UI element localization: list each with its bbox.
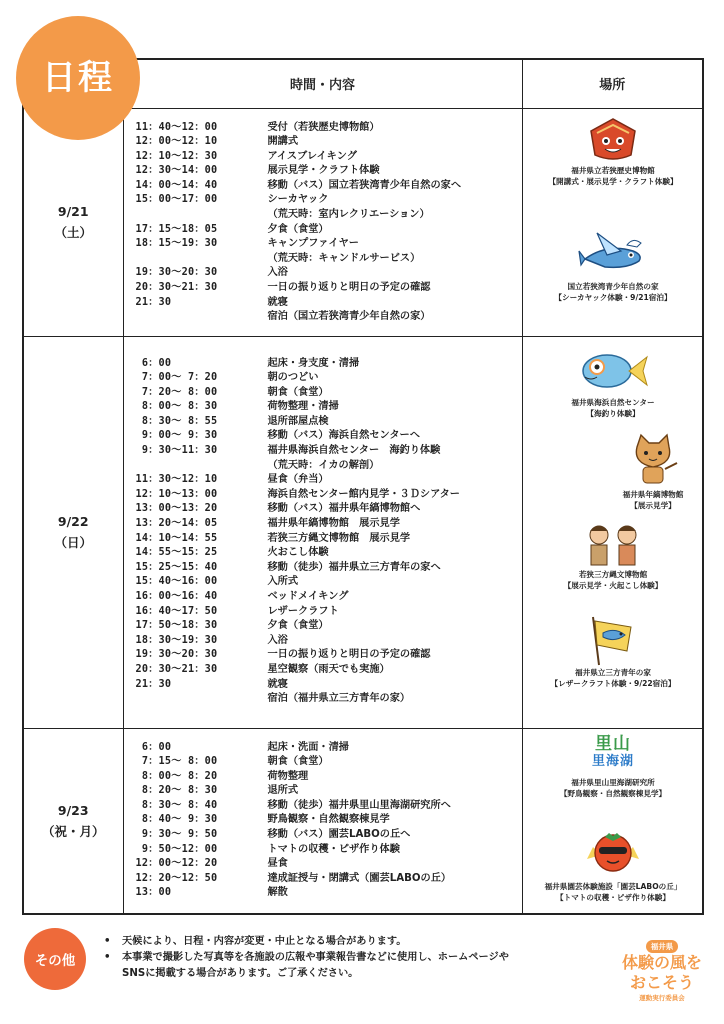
schedule-activity: 解散: [267, 887, 288, 899]
schedule-activity: 福井県海浜自然センター 海釣り体験: [267, 445, 441, 457]
schedule-activity: 朝のつどい: [267, 372, 319, 384]
schedule-time: [136, 310, 268, 325]
schedule-time: 12：00～12：20: [135, 858, 218, 870]
day-date: 9/22: [57, 514, 89, 529]
schedule-activity: 移動（バス）福井県年縞博物館へ: [267, 503, 421, 515]
schedule-time: 12：00～12：10: [135, 136, 218, 148]
schedule-row: [136, 886, 522, 901]
schedule-activity: 野鳥観察・自然観察棟見学: [267, 814, 390, 826]
schedule-list: [124, 729, 522, 902]
schedule-time: 8：00～ 8：20: [135, 770, 218, 782]
schedule-row: [136, 488, 522, 503]
fish-flag-icon: [581, 611, 645, 667]
schedule-list: [124, 337, 522, 707]
schedule-activity: レザークラフト: [267, 605, 339, 617]
schedule-row: [136, 590, 522, 605]
schedule-time: 11：30～12：10: [135, 474, 218, 486]
schedule-row: [136, 357, 522, 372]
other-label: その他: [34, 953, 76, 969]
schedule-row: [136, 755, 522, 770]
schedule-row: [136, 770, 522, 785]
schedule-activity: 就寝: [267, 678, 288, 690]
schedule-activity: トマトの収穫・ピザ作り体験: [267, 843, 400, 855]
schedule-time: 8：00～ 8：30: [135, 401, 218, 413]
place-name: 福井県海浜自然センター: [571, 397, 655, 407]
schedule-time: 13：00～13：20: [135, 503, 218, 515]
schedule-activity: 移動（バス）国立若狭湾青少年自然の家へ: [267, 179, 462, 191]
schedule-activity: 昼食（弁当）: [267, 474, 329, 486]
place-name: 福井県年縞博物館: [622, 489, 684, 499]
schedule-time: 18：30～19：30: [135, 634, 218, 646]
schedule-time: 14：55～15：25: [135, 547, 218, 559]
schedule-activity: 入浴: [267, 634, 288, 646]
schedule-activity: 朝食（食堂）: [267, 756, 329, 768]
day-items-cell: [123, 108, 522, 336]
day-date-cell: [23, 728, 123, 914]
schedule-activity: 朝食（食堂）: [267, 386, 329, 398]
schedule-time: 6：00: [135, 741, 172, 753]
schedule-row: [136, 546, 522, 561]
schedule-activity: 宿泊（福井県立三方青年の家）: [267, 693, 411, 705]
schedule-row: [136, 532, 522, 547]
schedule-time: 7：20～ 8：00: [135, 386, 218, 398]
schedule-row: [136, 266, 522, 281]
day-date: 9/21: [57, 204, 89, 219]
schedule-time: 11：40～12：00: [135, 121, 218, 133]
schedule-row: [136, 193, 522, 208]
schedule-time: 6：00: [135, 357, 172, 369]
place-item: [523, 611, 704, 689]
schedule-activity: 移動（バス）園芸LABOの丘へ: [267, 829, 411, 841]
place-item: [523, 115, 704, 187]
schedule-time: 18：15～19：30: [135, 238, 218, 250]
schedule-time: [136, 208, 268, 223]
schedule-row: [136, 371, 522, 386]
schedule-time: 20：30～21：30: [135, 282, 218, 294]
schedule-activity: 入所式: [267, 576, 299, 588]
schedule-time: 8：30～ 8：40: [135, 799, 218, 811]
schedule-row: [136, 386, 522, 401]
place-item: [523, 521, 704, 591]
schedule-time: 12：20～12：50: [135, 872, 218, 884]
note-text: SNSに掲載する場合があります。ご了承ください。: [122, 968, 359, 979]
schedule-activity: 展示見学・クラフト体験: [267, 165, 380, 177]
day-places-cell: [522, 108, 703, 336]
schedule-time: 14：00～14：40: [135, 179, 218, 191]
note-item: [104, 966, 604, 982]
schedule-activity: ベッドメイキング: [267, 591, 349, 602]
schedule-time: [136, 692, 268, 707]
schedule-activity: 入浴: [267, 267, 288, 279]
place-desc: 【海釣り体験】: [586, 408, 640, 418]
schedule-time: 7：15～ 8：00: [135, 756, 218, 768]
schedule-time: 15：25～15：40: [135, 561, 218, 573]
schedule-row: [136, 429, 522, 444]
place-desc: 【野鳥観察・自然観察棟見学】: [559, 788, 667, 798]
schedule-activity: 退所式: [267, 785, 299, 797]
schedule-activity: 就寝: [267, 296, 288, 308]
logo-line-1: 体験の風を: [621, 953, 702, 972]
note-text: 本事業で撮影した写真等を各施設の広報や事業報告書などに使用し、ホームページや: [122, 952, 509, 963]
schedule-activity: 若狭三方縄文博物館 展示見学: [267, 532, 411, 544]
schedule-time: [136, 252, 268, 267]
logo-text: 里山: [595, 733, 631, 754]
schedule-row: [136, 400, 522, 415]
schedule-activity: キャンプファイヤー: [267, 238, 359, 250]
day-row-1: [23, 108, 703, 336]
day-weekday: （土）: [54, 225, 92, 240]
schedule-time: 8：30～ 8：55: [135, 415, 218, 427]
schedule-time: 12：10～12：30: [135, 150, 218, 162]
schedule-list: [124, 109, 522, 325]
schedule-activity: 起床・身支度・清掃: [267, 357, 360, 369]
schedule-activity: 移動（徒歩）福井県立三方青年の家へ: [267, 561, 441, 573]
schedule-activity: 夕食（食堂）: [267, 620, 329, 632]
schedule-activity: （荒天時：室内レクリエーション）: [267, 209, 430, 221]
schedule-row: [136, 135, 522, 150]
schedule-time: 12：30～14：00: [135, 165, 218, 177]
schedule-activity: 星空観察（雨天でも実施）: [267, 663, 390, 675]
schedule-row: [136, 473, 522, 488]
schedule-activity: 夕食（食堂）: [267, 223, 329, 235]
place-item: [523, 735, 704, 799]
schedule-time: [136, 459, 268, 474]
place-desc: 【シーカヤック体験・9/21宿泊】: [554, 292, 672, 302]
schedule-row: [136, 692, 522, 707]
place-desc: 【開講式・展示見学・クラフト体験】: [548, 176, 678, 186]
schedule-row: [136, 281, 522, 296]
schedule-row: [136, 121, 522, 136]
schedule-activity: 一日の振り返りと明日の予定の確認: [267, 282, 431, 294]
other-badge: [24, 928, 86, 990]
schedule-row: [136, 813, 522, 828]
place-item: [523, 825, 704, 903]
schedule-time: 21：30: [135, 296, 172, 308]
day-places-cell: [522, 728, 703, 914]
schedule-row: [136, 799, 522, 814]
schedule-time: 19：30～20：30: [135, 267, 218, 279]
schedule-time: 13：20～14：05: [135, 518, 218, 530]
schedule-time: 19：30～20：30: [135, 649, 218, 661]
logo-pill: 福井県: [646, 940, 679, 953]
schedule-time: 7：00～ 7：20: [135, 372, 218, 384]
schedule-time: 9：30～ 9：50: [135, 829, 218, 841]
place-item: [563, 433, 724, 511]
place-name: 国立若狭湾青少年自然の家: [567, 281, 659, 291]
place-desc: 【展示見学】: [630, 500, 676, 510]
day-date-cell: [23, 336, 123, 728]
tomato-mascot-icon: [585, 825, 641, 881]
place-name: 福井県立三方青年の家: [575, 667, 651, 677]
notes-list: [104, 934, 604, 982]
schedule-row: [136, 223, 522, 238]
schedule-row: [136, 208, 522, 223]
schedule-activity: シーカヤック: [267, 194, 329, 206]
schedule-time: 14：10～14：55: [135, 532, 218, 544]
place-name: 福井県園芸体験施設「園芸LABOの丘」: [544, 881, 682, 891]
schedule-row: [136, 857, 522, 872]
schedule-time: 13：00: [135, 887, 172, 899]
schedule-row: [136, 296, 522, 311]
place-name: 福井県里山里海湖研究所: [571, 777, 655, 787]
jomon-people-icon: [577, 521, 649, 569]
day-items-cell: [123, 336, 522, 728]
schedule-time: 17：15～18：05: [135, 223, 218, 235]
day-date: 9/23: [57, 802, 89, 818]
campaign-logo: [614, 934, 710, 1020]
schedule-time: 21：30: [135, 678, 172, 690]
schedule-activity: 福井県年縞博物館 展示見学: [267, 518, 400, 530]
schedule-activity: 一日の振り返りと明日の予定の確認: [267, 649, 431, 661]
schedule-row: [136, 648, 522, 663]
schedule-row: [136, 415, 522, 430]
logo-line-2: おこそう: [629, 973, 694, 992]
schedule-activity: 退所部屋点検: [267, 415, 329, 427]
schedule-time: 8：40～ 9：30: [135, 814, 218, 826]
bullet-icon: •: [104, 952, 111, 963]
schedule-row: [136, 678, 522, 693]
schedule-activity: 受付（若狭歴史博物館）: [267, 121, 380, 133]
place-desc: 【展示見学・火起こし体験】: [563, 580, 663, 590]
schedule-time: 9：30～11：30: [135, 445, 218, 457]
schedule-activity: 火おこし体験: [267, 547, 329, 559]
day-weekday: （祝・月）: [41, 823, 105, 839]
cat-mascot-icon: [625, 433, 681, 489]
schedule-row: [136, 605, 522, 620]
schedule-row: [136, 237, 522, 252]
schedule-activity: （荒天時：キャンドルサービス）: [267, 252, 421, 264]
schedule-activity: （荒天時：イカの解剖）: [267, 459, 380, 471]
schedule-time: 12：10～13：00: [135, 488, 218, 500]
place-item: [523, 345, 704, 419]
schedule-row: [136, 575, 522, 590]
schedule-row: [136, 634, 522, 649]
museum-mascot-icon: [585, 115, 641, 165]
place-name: 若狭三方縄文博物館: [578, 569, 648, 579]
schedule-row: [136, 784, 522, 799]
bullet-icon: •: [104, 936, 111, 947]
logo-text: 里海湖: [591, 753, 634, 769]
schedule-activity: 移動（徒歩）福井県里山里海湖研究所へ: [267, 799, 451, 811]
schedule-row: [136, 663, 522, 678]
place-desc: 【レザークラフト体験・9/22宿泊】: [550, 678, 676, 688]
schedule-activity: 海浜自然センター館内見学・３Ｄシアター: [267, 488, 460, 500]
schedule-row: [136, 164, 522, 179]
schedule-row: [136, 444, 522, 459]
logo-sub: 運動実行委員会: [639, 994, 685, 1002]
schedule-time: 8：20～ 8：30: [135, 785, 218, 797]
day-date-cell: [23, 108, 123, 336]
day-weekday: （日）: [54, 535, 92, 550]
place-item: [523, 225, 704, 303]
schedule-activity: 宿泊（国立若狭湾青少年自然の家）: [267, 311, 431, 323]
header-place: 場所: [522, 59, 703, 108]
satoyama-logo-icon: [589, 735, 637, 771]
schedule-activity: 昼食: [267, 858, 288, 870]
schedule-title-badge: [16, 16, 140, 140]
day-items-cell: [123, 728, 522, 914]
note-item: [104, 950, 604, 966]
schedule-time: 20：30～21：30: [135, 663, 218, 675]
schedule-row: [136, 310, 522, 325]
schedule-time: 9：50～12：00: [135, 843, 218, 855]
schedule-time: 15：00～17：00: [135, 194, 218, 206]
schedule-time: 15：40～16：00: [135, 576, 218, 588]
schedule-row: [136, 561, 522, 576]
page-title: 日程: [42, 57, 114, 98]
schedule-row: [136, 741, 522, 756]
schedule-table: [22, 58, 704, 915]
schedule-row: [136, 872, 522, 887]
schedule-row: [136, 459, 522, 474]
day-row-2: [23, 336, 703, 728]
schedule-time: 17：50～18：30: [135, 620, 218, 632]
schedule-row: [136, 502, 522, 517]
fish-mascot-icon: [573, 345, 653, 397]
schedule-row: [136, 828, 522, 843]
schedule-time: 9：00～ 9：30: [135, 430, 218, 442]
place-name: 福井県立若狭歴史博物館: [571, 165, 655, 175]
flying-fish-icon: [577, 225, 649, 281]
day-places-cell: [522, 336, 703, 728]
schedule-activity: 荷物整理・清掃: [267, 401, 339, 413]
schedule-activity: 荷物整理: [267, 770, 309, 782]
schedule-time: 16：40～17：50: [135, 605, 218, 617]
schedule-row: [136, 179, 522, 194]
schedule-activity: 達成証授与・閉講式（園芸LABOの丘）: [267, 872, 452, 884]
note-text: 天候により、日程・内容が変更・中止となる場合があります。: [122, 936, 407, 947]
schedule-activity: 開講式: [267, 136, 299, 148]
schedule-activity: アイスブレイキング: [267, 150, 357, 162]
schedule-row: [136, 517, 522, 532]
schedule-row: [136, 619, 522, 634]
schedule-row: [136, 150, 522, 165]
schedule-activity: 移動（バス）海浜自然センターへ: [267, 430, 420, 442]
schedule-time: 16：00～16：40: [135, 591, 218, 602]
day-row-3: [23, 728, 703, 914]
schedule-activity: 起床・洗面・清掃: [267, 741, 349, 753]
place-desc: 【トマトの収穫・ピザ作り体験】: [556, 892, 670, 902]
header-time-content: 時間・内容: [123, 59, 522, 108]
note-item: [104, 934, 604, 950]
schedule-row: [136, 843, 522, 858]
schedule-row: [136, 252, 522, 267]
